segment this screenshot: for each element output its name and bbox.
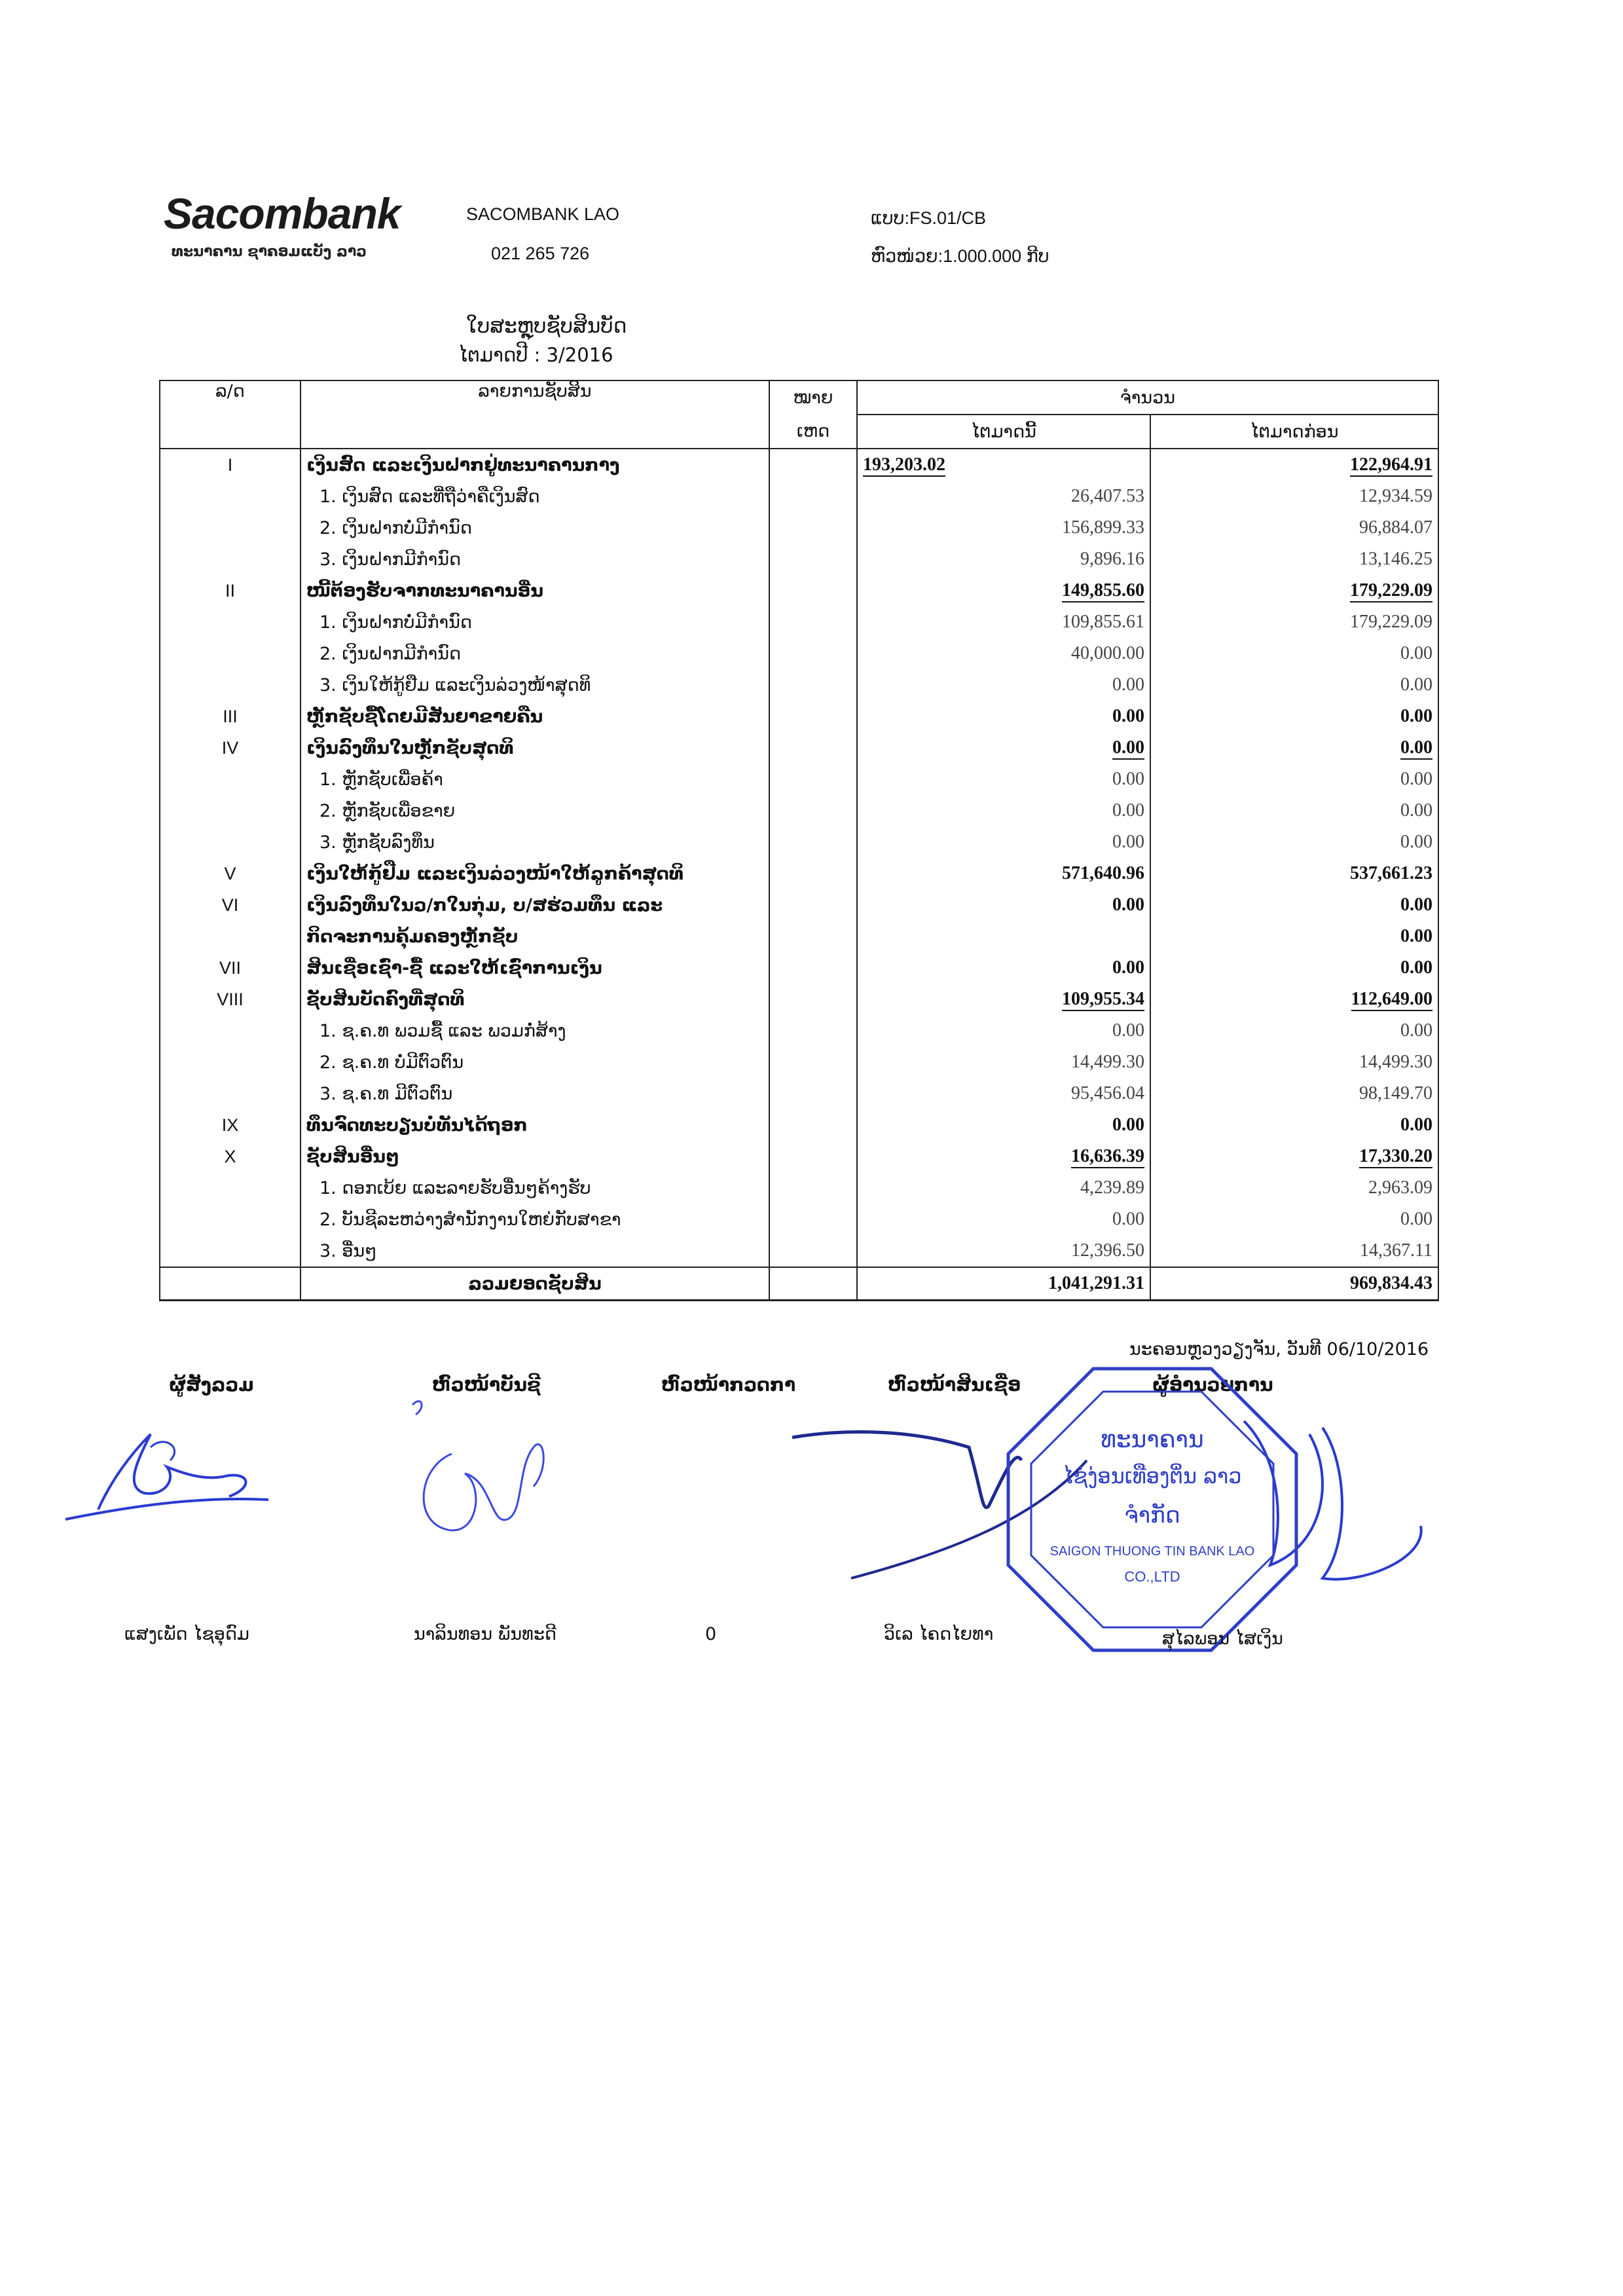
row-label: 3. ຫຼັກຊັບລົງທຶນ: [301, 826, 769, 858]
row-current-value-text: 4,239.89: [1080, 1177, 1144, 1198]
row-previous-value: [1150, 826, 1438, 858]
bank-logo: Sacombank: [164, 189, 401, 238]
row-current-value: [857, 1109, 1150, 1141]
row-previous-value: [1150, 795, 1438, 826]
row-current-value-text: 0.00: [1112, 800, 1144, 821]
row-previous-value: [1150, 984, 1438, 1015]
stamp-line-3: ຈຳກັດ: [1124, 1502, 1180, 1528]
row-current-value: [857, 952, 1150, 984]
row-previous-value-text: 0.00: [1400, 706, 1432, 726]
row-current-value-text: 109,855.61: [1062, 612, 1144, 632]
row-current-value-text: 0.00: [1112, 706, 1144, 726]
row-label: 3. ເງິນຝາກມີກຳນົດ: [301, 544, 769, 575]
table-row: [160, 1109, 1438, 1141]
row-previous-value-text: 13,146.25: [1359, 549, 1432, 569]
row-code: [160, 512, 301, 544]
row-previous-value: [1150, 1204, 1438, 1235]
bank-name: SACOMBANK LAO: [466, 204, 620, 224]
row-current-value: [857, 606, 1150, 638]
row-code: [160, 921, 301, 952]
total-row: [160, 1267, 1438, 1301]
row-label: 3. ອື່ນໆ: [301, 1235, 769, 1267]
row-code: II: [160, 575, 301, 606]
row-code: V: [160, 858, 301, 889]
total-previous-value: 969,834.43: [1150, 1267, 1438, 1301]
row-note: [769, 1078, 857, 1109]
total-note: [769, 1267, 857, 1301]
row-previous-value: [1150, 1172, 1438, 1204]
row-current-value-text: 0.00: [1112, 1020, 1144, 1041]
row-previous-value: [1150, 858, 1438, 889]
row-label: 3. ຊ.ຄ.ທ ມີຕົວຕົນ: [301, 1078, 769, 1109]
row-code: [160, 1204, 301, 1235]
row-code: [160, 764, 301, 795]
row-note: [769, 481, 857, 512]
row-previous-value-text: 0.00: [1400, 1209, 1432, 1229]
col-note-header: ໝາຍ: [769, 380, 857, 415]
row-previous-value: [1150, 575, 1438, 606]
row-current-value: [857, 889, 1150, 921]
row-note: [769, 701, 857, 732]
col-amount-header: ຈຳນວນ: [857, 380, 1438, 415]
name-chief-accountant: ນາລິນທອນ ພັນທະດີ: [414, 1624, 556, 1644]
row-label: 1. ຫຼັກຊັບເພື່ອຄ້າ: [301, 764, 769, 795]
row-label: 2. ເງິນຝາກມີກຳນົດ: [301, 638, 769, 669]
row-code: [160, 638, 301, 669]
col-code-header: ລ/ດ: [160, 380, 301, 449]
stamp-line-5: CO.,LTD: [1124, 1568, 1180, 1585]
row-note: [769, 764, 857, 795]
table-row: [160, 732, 1438, 764]
name-chief-audit: 0: [705, 1624, 717, 1644]
row-current-value-text: 149,855.60: [1062, 580, 1144, 602]
balance-sheet-table: [159, 380, 1439, 1301]
balance-sheet-body: [160, 449, 1438, 1301]
row-current-value: [857, 795, 1150, 826]
signature-compiler: [52, 1408, 288, 1539]
row-code: [160, 1235, 301, 1267]
row-previous-value: [1150, 1046, 1438, 1078]
row-current-value: [857, 858, 1150, 889]
row-note: [769, 544, 857, 575]
row-code: [160, 669, 301, 701]
row-note: [769, 638, 857, 669]
table-row: [160, 764, 1438, 795]
row-current-value-text: 0.00: [1112, 769, 1144, 789]
total-current-value: 1,041,291.31: [857, 1267, 1150, 1301]
row-code: III: [160, 701, 301, 732]
row-code: [160, 1046, 301, 1078]
row-note: [769, 1204, 857, 1235]
row-label: ໜີ້ຕ້ອງຮັບຈາກທະນາຄານອື່ນ: [301, 575, 769, 606]
bank-logo-subtitle: ທະນາຄານ ຊາຄອມແບັງ ລາວ: [172, 244, 367, 260]
table-row: [160, 795, 1438, 826]
table-row: [160, 701, 1438, 732]
place-date: ນະຄອນຫຼວງວຽງຈັນ, ວັນທີ 06/10/2016: [1129, 1339, 1429, 1360]
row-note: [769, 921, 857, 952]
row-note: [769, 1235, 857, 1267]
row-label: 3. ເງິນໃຫ້ກູ້ຢືມ ແລະເງິນລ່ວງໜ້າສຸດທິ: [301, 669, 769, 701]
row-label: 2. ຫຼັກຊັບເພື່ອຂາຍ: [301, 795, 769, 826]
row-note: [769, 732, 857, 764]
table-row: [160, 669, 1438, 701]
row-previous-value-text: 0.00: [1400, 737, 1432, 760]
row-previous-value: [1150, 1109, 1438, 1141]
name-chief-credit: ວິເລ ໄຄດໄຍທາ: [884, 1624, 994, 1644]
row-current-value: [857, 512, 1150, 544]
row-previous-value-text: 0.00: [1400, 675, 1432, 695]
row-note: [769, 1109, 857, 1141]
bank-phone: 021 265 726: [491, 244, 590, 263]
stamp-line-1: ທະນາຄານ: [1101, 1426, 1204, 1453]
row-code: I: [160, 449, 301, 481]
row-label: 2. ຊ.ຄ.ທ ບໍ່ມີຕົວຕົນ: [301, 1046, 769, 1078]
row-previous-value: [1150, 1078, 1438, 1109]
row-label: ຊັບສິນອື່ນໆ: [301, 1141, 769, 1172]
row-current-value-text: 16,636.39: [1071, 1146, 1144, 1168]
row-current-value: [857, 1172, 1150, 1204]
row-current-value-text: 571,640.96: [1062, 863, 1144, 883]
row-previous-value: [1150, 449, 1438, 481]
row-previous-value: [1150, 606, 1438, 638]
row-previous-value-text: 96,884.07: [1359, 517, 1432, 538]
row-current-value: [857, 1141, 1150, 1172]
row-previous-value-text: 112,649.00: [1351, 989, 1432, 1011]
row-previous-value: [1150, 669, 1438, 701]
row-code: IV: [160, 732, 301, 764]
row-code: [160, 795, 301, 826]
row-current-value-text: 0.00: [1112, 737, 1144, 760]
row-current-value-text: 193,203.02: [863, 454, 945, 477]
row-current-value: [857, 1204, 1150, 1235]
row-previous-value: [1150, 889, 1438, 921]
row-current-value-text: 40,000.00: [1071, 643, 1144, 663]
row-previous-value: [1150, 921, 1438, 952]
row-current-value: [857, 1046, 1150, 1078]
col-note-header-2: ເຫດ: [769, 415, 857, 449]
row-previous-value-text: 14,367.11: [1360, 1240, 1432, 1261]
row-previous-value-text: 537,661.23: [1350, 863, 1432, 883]
total-label: ລວມຍອດຊັບສິນ: [301, 1267, 769, 1301]
row-note: [769, 512, 857, 544]
row-label: ທຶນຈົດທະບຽນບໍ່ທັນໄດ້ຖອກ: [301, 1109, 769, 1141]
table-row: [160, 889, 1438, 921]
document-title: ໃບສະຫຼຸບຊັບສິນບັດ: [466, 314, 627, 338]
row-current-value: [857, 575, 1150, 606]
row-previous-value-text: 17,330.20: [1359, 1146, 1432, 1168]
row-code: [160, 1078, 301, 1109]
row-previous-value: [1150, 764, 1438, 795]
row-previous-value-text: 14,499.30: [1359, 1052, 1432, 1072]
row-previous-value: [1150, 952, 1438, 984]
row-current-value-text: 109,955.34: [1062, 989, 1144, 1011]
row-current-value: [857, 1235, 1150, 1267]
row-current-value-text: 26,407.53: [1071, 486, 1144, 506]
row-note: [769, 449, 857, 481]
row-current-value: [857, 638, 1150, 669]
row-label: 1. ເງິນຝາກບໍ່ມີກຳນົດ: [301, 606, 769, 638]
row-previous-value: [1150, 481, 1438, 512]
row-previous-value-text: 0.00: [1400, 1115, 1432, 1135]
row-current-value: [857, 921, 1150, 952]
row-previous-value-text: 0.00: [1400, 895, 1432, 915]
form-code: ແບບ:FS.01/CB: [871, 208, 987, 228]
col-current-header: ໄຕມາດນີ້: [857, 415, 1150, 449]
row-current-value-text: 0.00: [1112, 832, 1144, 852]
row-current-value: [857, 1015, 1150, 1046]
row-label: ເງິນລົງທຶນໃນວ/ກໃນກຸ່ມ, ບ/ສຮ່ວມທຶນ ແລະ: [301, 889, 769, 921]
row-note: [769, 1046, 857, 1078]
unit-label: ຫົວໜ່ວຍ:1.000.000 ກີບ: [871, 246, 1049, 266]
col-item-header: ລາຍການຊັບສິນ: [301, 380, 769, 449]
table-row: [160, 984, 1438, 1015]
row-current-value-text: 156,899.33: [1062, 517, 1144, 538]
row-current-value-text: 95,456.04: [1071, 1083, 1144, 1103]
row-code: [160, 1172, 301, 1204]
row-current-value: [857, 669, 1150, 701]
row-code: [160, 826, 301, 858]
row-previous-value-text: 2,963.09: [1368, 1177, 1432, 1198]
row-note: [769, 795, 857, 826]
title-chief-credit: ຫົວໜ້າສິນເຊື່ອ: [888, 1374, 1021, 1396]
row-previous-value-text: 0.00: [1400, 957, 1432, 978]
row-current-value-text: 0.00: [1112, 1115, 1144, 1135]
row-code: [160, 481, 301, 512]
row-previous-value-text: 0.00: [1400, 926, 1432, 946]
table-row: [160, 952, 1438, 984]
row-current-value: [857, 701, 1150, 732]
row-previous-value-text: 0.00: [1400, 832, 1432, 852]
stamp-line-4: SAIGON THUONG TIN BANK LAO: [1049, 1544, 1255, 1559]
row-previous-value: [1150, 512, 1438, 544]
row-note: [769, 858, 857, 889]
row-code: X: [160, 1141, 301, 1172]
row-note: [769, 952, 857, 984]
table-row: [160, 1204, 1438, 1235]
title-chief-audit: ຫົວໜ້າກວດກາ: [661, 1374, 796, 1396]
table-row: [160, 858, 1438, 889]
row-note: [769, 575, 857, 606]
row-previous-value: [1150, 701, 1438, 732]
row-previous-value-text: 98,149.70: [1359, 1083, 1432, 1103]
row-label: ສິນເຊື່ອເຊົ່າ-ຊື້ ແລະໃຫ້ເຊົ່າການເງິນ: [301, 952, 769, 984]
table-row: [160, 826, 1438, 858]
col-previous-header: ໄຕມາດກ່ອນ: [1150, 415, 1438, 449]
row-note: [769, 984, 857, 1015]
row-current-value: [857, 732, 1150, 764]
name-compiler: ແສງເພັດ ໄຊອຸດົມ: [124, 1624, 249, 1644]
table-row: [160, 1172, 1438, 1204]
row-previous-value-text: 0.00: [1400, 1020, 1432, 1041]
row-label: 2. ບັນຊີລະຫວ່າງສຳນັກງານໃຫຍ່ກັບສາຂາ: [301, 1204, 769, 1235]
row-current-value-text: 9,896.16: [1080, 549, 1144, 569]
row-label: 1. ຊ.ຄ.ທ ພວມຊື້ ແລະ ພວມກໍ່ສ້າງ: [301, 1015, 769, 1046]
row-code: VI: [160, 889, 301, 921]
table-row: [160, 1141, 1438, 1172]
row-label: ກິດຈະການຄຸ້ມຄອງຫຼັກຊັບ: [301, 921, 769, 952]
row-label: ເງິນລົງທຶນໃນຫຼັກຊັບສຸດທິ: [301, 732, 769, 764]
row-current-value-text: 0.00: [1112, 675, 1144, 695]
title-director: ຜູ້ອຳນວຍການ: [1152, 1374, 1273, 1396]
row-previous-value: [1150, 1015, 1438, 1046]
row-label: ຫຼັກຊັບຊື້ໂດຍມີສັນຍາຂາຍຄືນ: [301, 701, 769, 732]
row-current-value: [857, 826, 1150, 858]
stamp-line-2: ໄຊ່ງ່ອນເທືອງຕິ່ນ ລາວ: [1063, 1464, 1242, 1489]
row-current-value: [857, 1078, 1150, 1109]
row-label: ເງິນສົດ ແລະເງິນຝາກຢູ່ທະນາຄານກາງ: [301, 449, 769, 481]
row-previous-value: [1150, 1141, 1438, 1172]
table-row: [160, 575, 1438, 606]
row-current-value: [857, 764, 1150, 795]
table-row: [160, 481, 1438, 512]
table-row: [160, 1015, 1438, 1046]
row-code: [160, 1015, 301, 1046]
table-row: [160, 1046, 1438, 1078]
row-label: ຊັບສິນບັດຄົງທີ່ສຸດທິ: [301, 984, 769, 1015]
row-label: 1. ເງິນສົດ ແລະທີ່ຖືວ່າຄືເງິນສົດ: [301, 481, 769, 512]
row-code: [160, 606, 301, 638]
row-current-value-text: 0.00: [1112, 895, 1144, 915]
row-current-value: [857, 984, 1150, 1015]
row-note: [769, 826, 857, 858]
signature-chief-accountant: [393, 1388, 563, 1559]
row-current-value-text: 12,396.50: [1071, 1240, 1144, 1261]
row-note: [769, 889, 857, 921]
row-code: VIII: [160, 984, 301, 1015]
title-compiler: ຜູ້ສັງລວມ: [169, 1374, 254, 1396]
row-code: [160, 544, 301, 575]
row-note: [769, 606, 857, 638]
row-note: [769, 1141, 857, 1172]
table-row: [160, 512, 1438, 544]
row-current-value-text: 14,499.30: [1071, 1052, 1144, 1072]
row-previous-value-text: 12,934.59: [1359, 486, 1432, 506]
row-previous-value: [1150, 544, 1438, 575]
row-previous-value-text: 0.00: [1400, 769, 1432, 789]
table-row: [160, 544, 1438, 575]
row-note: [769, 669, 857, 701]
row-current-value: [857, 449, 1150, 481]
company-stamp: [995, 1362, 1309, 1657]
table-row: [160, 921, 1438, 952]
row-current-value-text: 0.00: [1112, 1209, 1144, 1229]
row-code: VII: [160, 952, 301, 984]
title-chief-accountant: ຫົວໜ້າບັນຊີ: [432, 1374, 541, 1396]
row-previous-value-text: 0.00: [1400, 643, 1432, 663]
table-row: [160, 1078, 1438, 1109]
row-label: 1. ດອກເບ້ຍ ແລະລາຍຮັບອື່ນໆຄ້າງຮັບ: [301, 1172, 769, 1204]
table-row: [160, 606, 1438, 638]
row-previous-value: [1150, 1235, 1438, 1267]
row-previous-value: [1150, 732, 1438, 764]
row-label: ເງິນໃຫ້ກູ້ຢືມ ແລະເງິນລ່ວງໜ້າໃຫ້ລູກຄ້າສຸດທິ: [301, 858, 769, 889]
table-row: [160, 638, 1438, 669]
row-previous-value-text: 0.00: [1400, 800, 1432, 821]
row-previous-value-text: 179,229.09: [1350, 612, 1432, 632]
row-note: [769, 1015, 857, 1046]
name-director: ສຸໄລພອນ ໄສເງິນ: [1162, 1629, 1283, 1649]
row-previous-value-text: 179,229.09: [1350, 580, 1432, 602]
table-row: [160, 449, 1438, 481]
row-current-value: [857, 481, 1150, 512]
row-note: [769, 1172, 857, 1204]
document-period: ໄຕມາດປີ : 3/2016: [458, 344, 613, 366]
row-current-value-text: 0.00: [1112, 957, 1144, 978]
row-previous-value-text: 122,964.91: [1350, 454, 1432, 477]
row-code: IX: [160, 1109, 301, 1141]
row-label: 2. ເງິນຝາກບໍ່ມີກຳນົດ: [301, 512, 769, 544]
table-row: [160, 1235, 1438, 1267]
total-code: [160, 1267, 301, 1301]
row-current-value: [857, 544, 1150, 575]
row-previous-value: [1150, 638, 1438, 669]
